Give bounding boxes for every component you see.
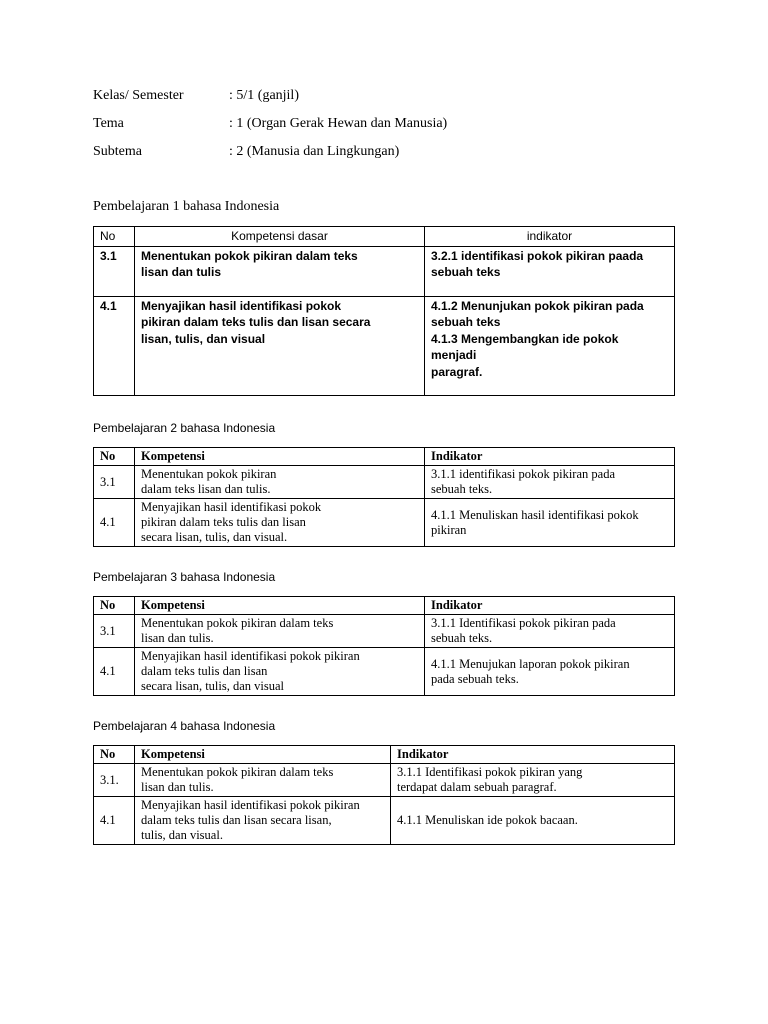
text-line: 3.1.1 identifikasi pokok pikiran pada [431,467,615,481]
table-row [94,764,675,797]
text-line: Menentukan pokok pikiran [141,467,277,481]
text-line: Menentukan pokok pikiran dalam teks [141,616,334,630]
text-line: 3.2.1 identifikasi pokok pikiran paada [431,248,644,263]
text-line: 4.1.1 Menuliskan hasil identifikasi pokok [431,507,639,522]
cell-kompetensi [135,764,391,797]
col-header-indikator: Indikator [391,746,675,764]
col-header-indikator: indikator [425,227,675,247]
text-line: pikiran dalam teks tulis dan lisan [141,515,306,529]
subtema-label: Subtema [93,144,142,159]
table-pembelajaran-3 [93,596,675,696]
text-line: Menyajikan hasil identifikasi pokok [141,298,342,313]
col-header-kompetensi: Kompetensi dasar [135,227,425,247]
cell-indikator [425,466,675,499]
col-header-no: No [94,448,135,466]
table-header-row [94,448,675,466]
text-line: pikiran [431,522,467,537]
cell-indikator [391,797,675,845]
cell-no: 3.1 [94,246,135,296]
cell-kompetensi [135,615,425,648]
subtema-value: : 2 (Manusia dan Lingkungan) [229,144,400,159]
section-2-title: Pembelajaran 2 bahasa Indonesia [93,421,276,435]
text-line: Menentukan pokok pikiran dalam teks [141,765,334,779]
cell-kompetensi [135,246,425,296]
table-header-row [94,597,675,615]
table-row [94,246,675,296]
text-line: dalam teks tulis dan lisan secara lisan, [141,813,332,827]
kelas-value: : 5/1 (ganjil) [229,88,299,103]
table-pembelajaran-2 [93,447,675,547]
text-line: sebuah teks [431,265,501,279]
cell-indikator [425,296,675,395]
table-pembelajaran-4 [93,745,675,845]
text-line: lisan dan tulis [141,265,222,279]
cell-no: 3.1 [94,615,135,648]
text-line: sebuah teks [431,315,501,329]
text-line: 4.1.1 Menujukan laporan pokok pikiran [431,656,630,671]
tema-value: : 1 (Organ Gerak Hewan dan Manusia) [229,116,448,131]
col-header-no: No [94,227,135,247]
cell-kompetensi [135,797,391,845]
cell-no: 4.1 [94,648,135,696]
text-line: 3.1.1 Identifikasi pokok pikiran pada [431,616,616,630]
col-header-indikator: Indikator [425,448,675,466]
cell-no: 4.1 [94,499,135,547]
table-row [94,648,675,696]
text-line: tulis, dan visual. [141,828,223,842]
cell-indikator [425,615,675,648]
table-row [94,499,675,547]
cell-no: 3.1. [94,764,135,797]
text-line: lisan dan tulis. [141,780,214,794]
table-row [94,466,675,499]
text-line: Menentukan pokok pikiran dalam teks [141,248,358,263]
cell-no: 4.1 [94,296,135,395]
table-row [94,797,675,845]
col-header-kompetensi: Kompetensi [135,448,425,466]
table-row [94,615,675,648]
text-line: pikiran dalam teks tulis dan lisan secara [141,315,371,329]
table-header-row [94,227,675,247]
text-line: 3.1.1 Identifikasi pokok pikiran yang [397,765,583,779]
text-line: 4.1.1 Menuliskan ide pokok bacaan. [397,813,578,827]
cell-indikator [391,764,675,797]
col-header-no: No [94,746,135,764]
cell-kompetensi [135,296,425,395]
text-line: pada sebuah teks. [431,671,519,686]
text-line: sebuah teks. [431,631,493,645]
cell-no: 4.1 [94,797,135,845]
col-header-indikator: Indikator [425,597,675,615]
text-line: 4.1.2 Menunjukan pokok pikiran pada [431,298,644,313]
section-3-title: Pembelajaran 3 bahasa Indonesia [93,570,276,584]
text-line: Menyajikan hasil identifikasi pokok [141,500,322,514]
cell-kompetensi [135,648,425,696]
table-header-row [94,746,675,764]
text-line: dalam teks tulis dan lisan [141,664,268,678]
cell-kompetensi [135,499,425,547]
table-row [94,296,675,395]
table-pembelajaran-1 [93,226,675,396]
col-header-kompetensi: Kompetensi [135,746,391,764]
cell-indikator [425,648,675,696]
tema-label: Tema [93,116,124,131]
text-line: lisan, tulis, dan visual [141,331,266,346]
text-line: lisan dan tulis. [141,631,214,645]
kelas-label: Kelas/ Semester [93,88,184,103]
cell-kompetensi [135,466,425,499]
text-line: Menyajikan hasil identifikasi pokok pikiran [141,649,360,663]
text-line: dalam teks lisan dan tulis. [141,482,271,496]
text-line: paragraf. [431,364,483,379]
text-line: 4.1.3 Mengembangkan ide pokok [431,331,619,346]
section-4-title: Pembelajaran 4 bahasa Indonesia [93,719,276,733]
text-line: secara lisan, tulis, dan visual [141,679,285,693]
text-line: secara lisan, tulis, dan visual. [141,530,288,544]
cell-indikator [425,246,675,296]
text-line: Menyajikan hasil identifikasi pokok pikiran [141,798,360,812]
text-line: menjadi [431,348,477,362]
cell-no: 3.1 [94,466,135,499]
col-header-kompetensi: Kompetensi [135,597,425,615]
col-header-no: No [94,597,135,615]
text-line: terdapat dalam sebuah paragraf. [397,780,557,794]
text-line: sebuah teks. [431,482,493,496]
section-1-title: Pembelajaran 1 bahasa Indonesia [93,199,280,214]
cell-indikator [425,499,675,547]
